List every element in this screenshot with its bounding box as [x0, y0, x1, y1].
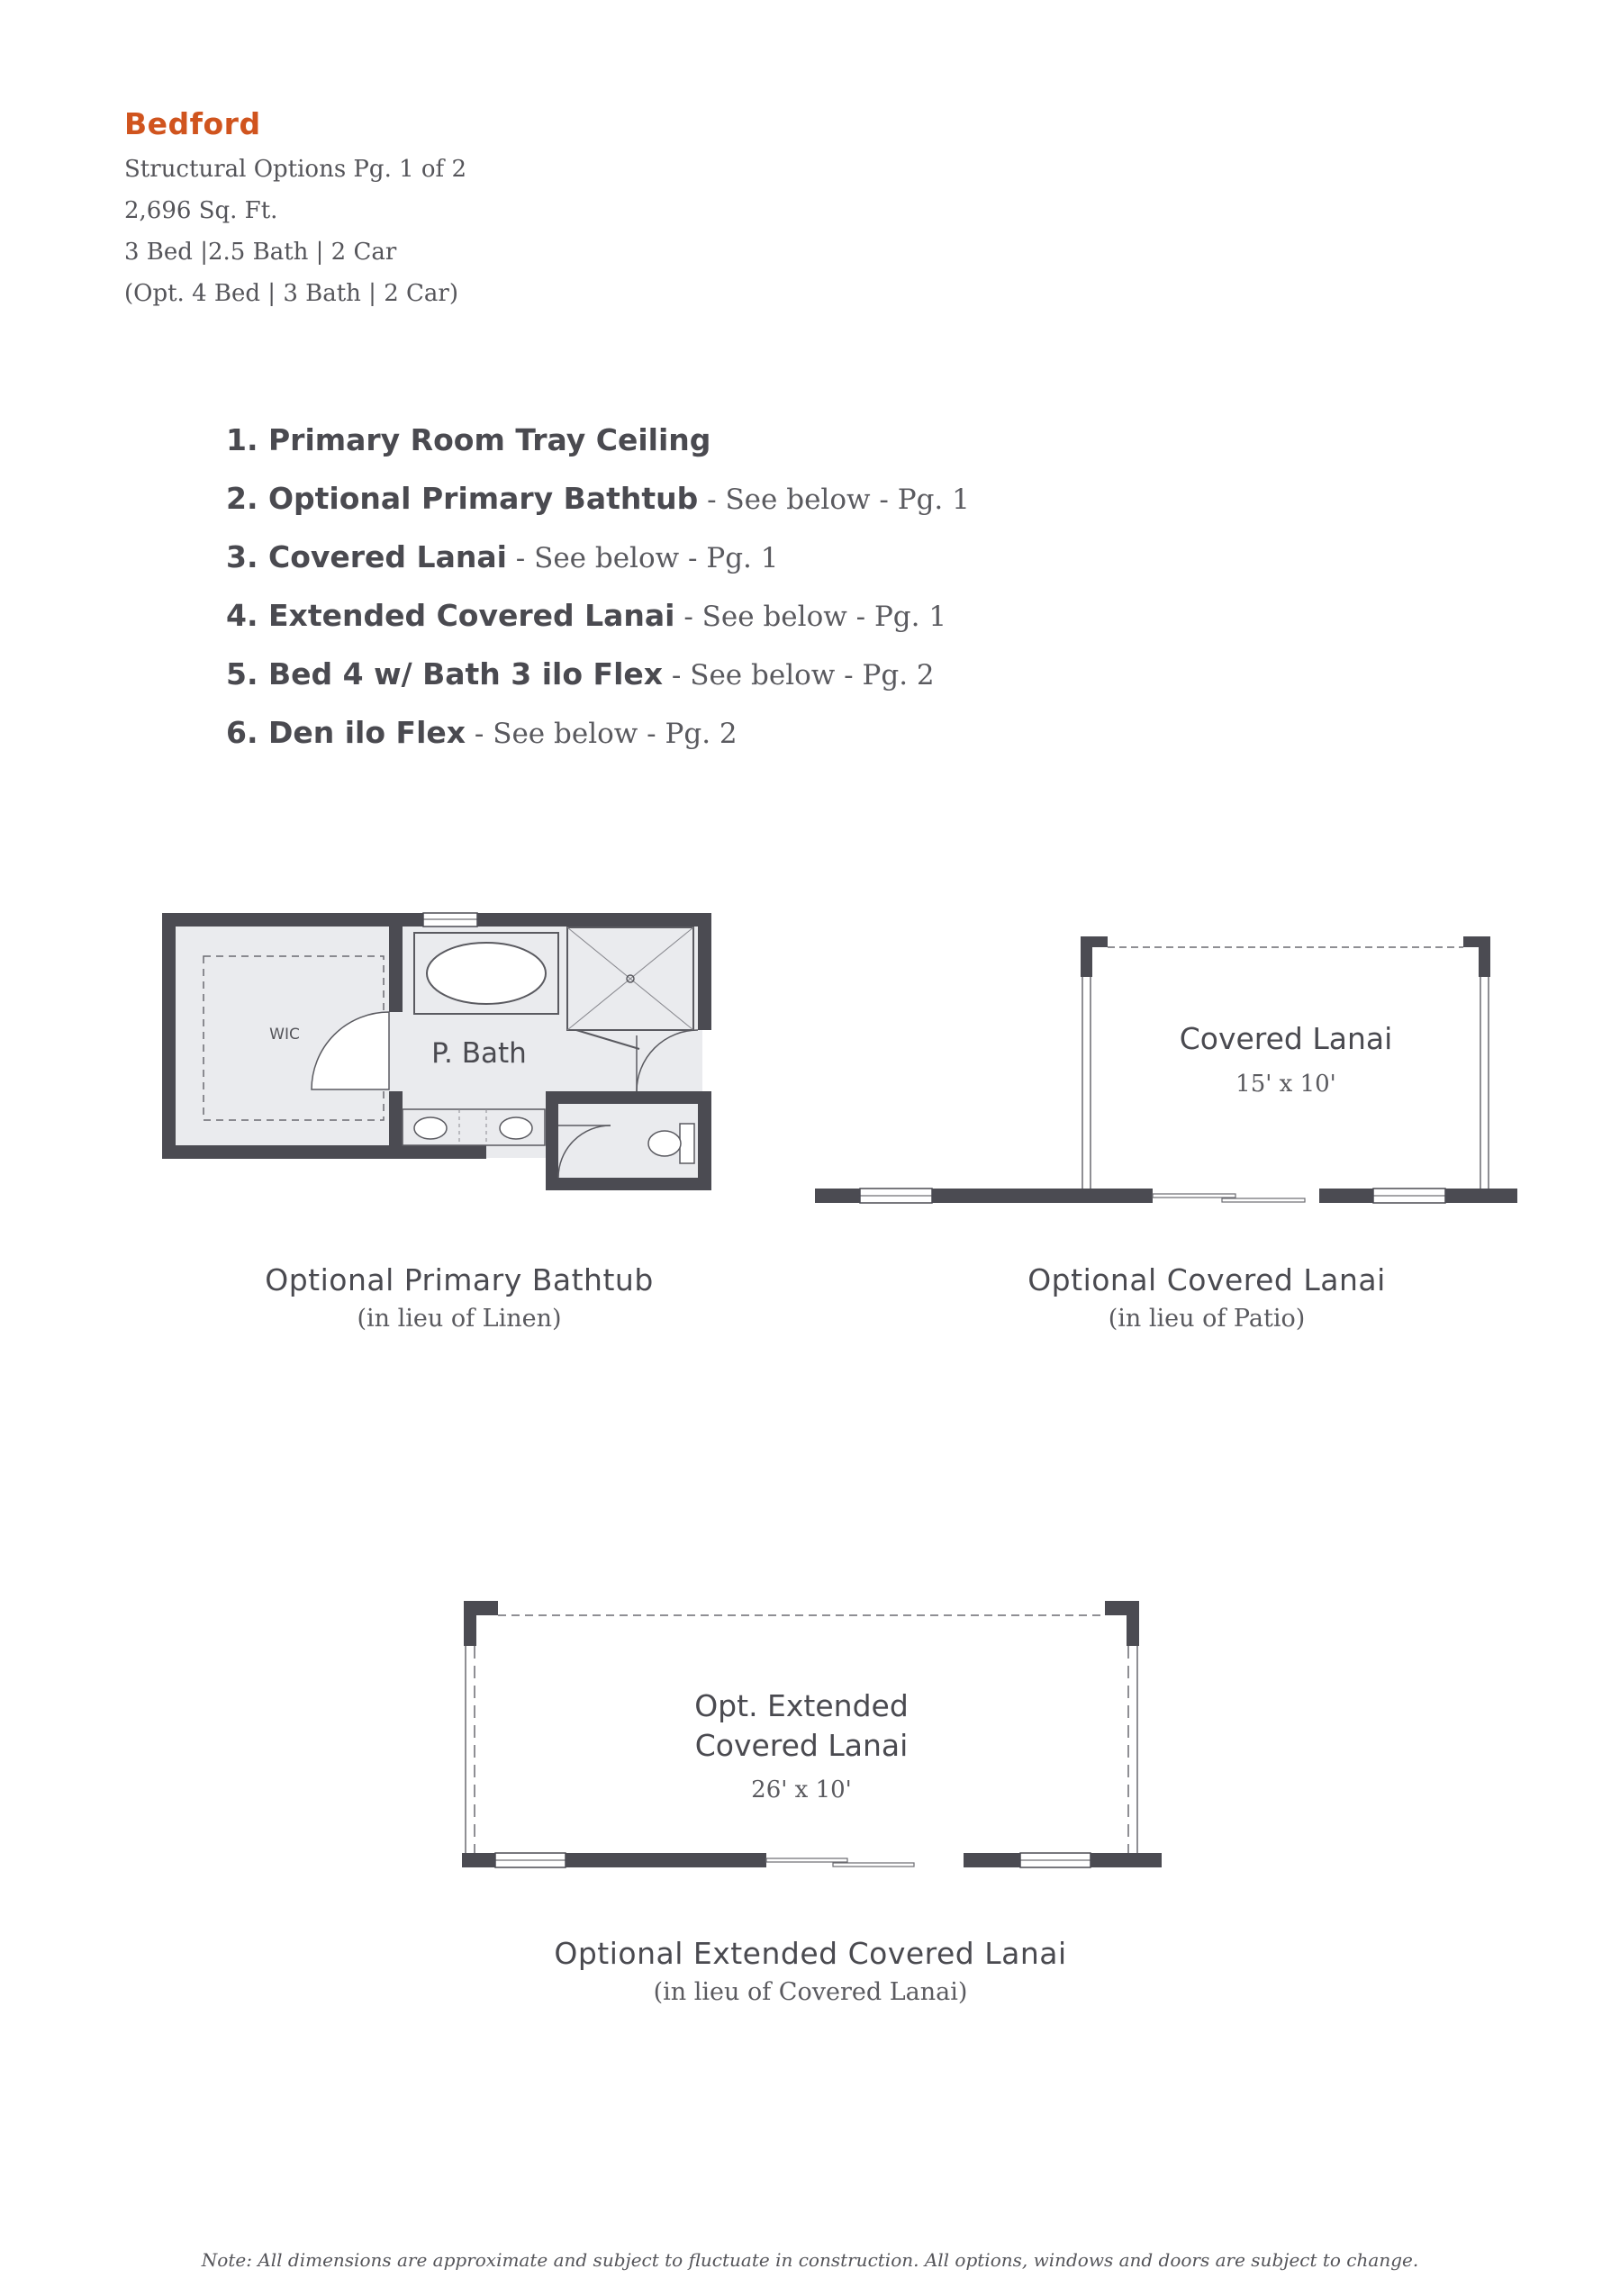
option-title: 4. Extended Covered Lanai [226, 598, 675, 633]
extended-lanai-label-line2: Covered Lanai [694, 1728, 909, 1763]
lanai-caption-subtitle: (in lieu of Patio) [1108, 1305, 1306, 1333]
extended-lanai-dimensions: 26' x 10' [751, 1776, 852, 1803]
lanai-label: Covered Lanai [1179, 1021, 1393, 1056]
lanai-floorplan [806, 927, 1517, 1216]
wic-label: WIC [269, 1026, 300, 1044]
lanai-caption-title: Optional Covered Lanai [1027, 1262, 1386, 1297]
tub-basin [427, 943, 546, 1004]
wall [546, 1091, 558, 1190]
plan-name: Bedford [124, 106, 261, 141]
wall [162, 913, 423, 927]
option-reference: - See below - Pg. 1 [698, 484, 970, 516]
plan-header [124, 106, 466, 314]
wall [546, 1091, 711, 1104]
disclaimer-note: Note: All dimensions are approximate and subject to fluctuate in construction. All options, windows and doors are subject to change. [201, 2249, 1419, 2271]
option-title: 1. Primary Room Tray Ceiling [226, 422, 711, 457]
option-item [226, 704, 970, 763]
square-footage: 2,696 Sq. Ft. [124, 197, 278, 224]
wall [389, 1091, 403, 1159]
wall [162, 913, 176, 1158]
bathtub-caption [180, 1262, 738, 1333]
optional-bed-bath-car: (Opt. 4 Bed | 3 Bath | 2 Car) [124, 280, 458, 307]
option-title: 2. Optional Primary Bathtub [226, 481, 699, 516]
corner-post [464, 1601, 498, 1646]
structural-options-page: Structural Options Pg. 1 of 2 [124, 156, 466, 183]
extended-lanai-caption-subtitle: (in lieu of Covered Lanai) [653, 1978, 968, 2006]
extended-lanai-caption [450, 1936, 1171, 2006]
options-list [226, 411, 970, 763]
lanai-caption [928, 1262, 1486, 1333]
option-item [226, 470, 970, 529]
option-item [226, 587, 970, 646]
lanai-dimensions: 15' x 10' [1235, 1071, 1336, 1098]
sink [500, 1117, 532, 1139]
option-item [226, 529, 970, 587]
toilet-bowl [648, 1131, 681, 1156]
option-reference: - See below - Pg. 1 [674, 601, 947, 633]
wall [162, 1145, 486, 1159]
option-title: 3. Covered Lanai [226, 539, 507, 574]
corner-post [1463, 936, 1490, 977]
sliding-door [1153, 1194, 1235, 1198]
option-title: 6. Den ilo Flex [226, 715, 466, 750]
bath-label: P. Bath [431, 1037, 527, 1070]
option-item [226, 646, 970, 704]
sliding-door [766, 1858, 847, 1862]
wall [698, 1091, 711, 1190]
sliding-door [1222, 1198, 1305, 1202]
extended-lanai-label-line1: Opt. Extended [694, 1688, 909, 1723]
bathtub-floorplan [153, 900, 729, 1207]
toilet-tank [680, 1124, 694, 1163]
extended-lanai-floorplan [455, 1592, 1175, 1880]
option-reference: - See below - Pg. 1 [506, 542, 779, 574]
option-reference: - See below - Pg. 2 [466, 718, 738, 750]
bathtub-caption-title: Optional Primary Bathtub [265, 1262, 654, 1297]
bed-bath-car: 3 Bed |2.5 Bath | 2 Car [124, 239, 397, 266]
wall [698, 913, 711, 1030]
sink [414, 1117, 447, 1139]
wall [546, 1178, 711, 1190]
corner-post [1105, 1601, 1139, 1646]
sliding-door [833, 1863, 914, 1867]
bathtub-caption-subtitle: (in lieu of Linen) [357, 1305, 562, 1333]
extended-lanai-caption-title: Optional Extended Covered Lanai [554, 1936, 1067, 1971]
wall [389, 913, 403, 1012]
option-item [226, 411, 970, 470]
wall [477, 913, 711, 927]
option-reference: - See below - Pg. 2 [663, 659, 935, 692]
option-title: 5. Bed 4 w/ Bath 3 ilo Flex [226, 656, 664, 692]
corner-post [1081, 936, 1108, 977]
